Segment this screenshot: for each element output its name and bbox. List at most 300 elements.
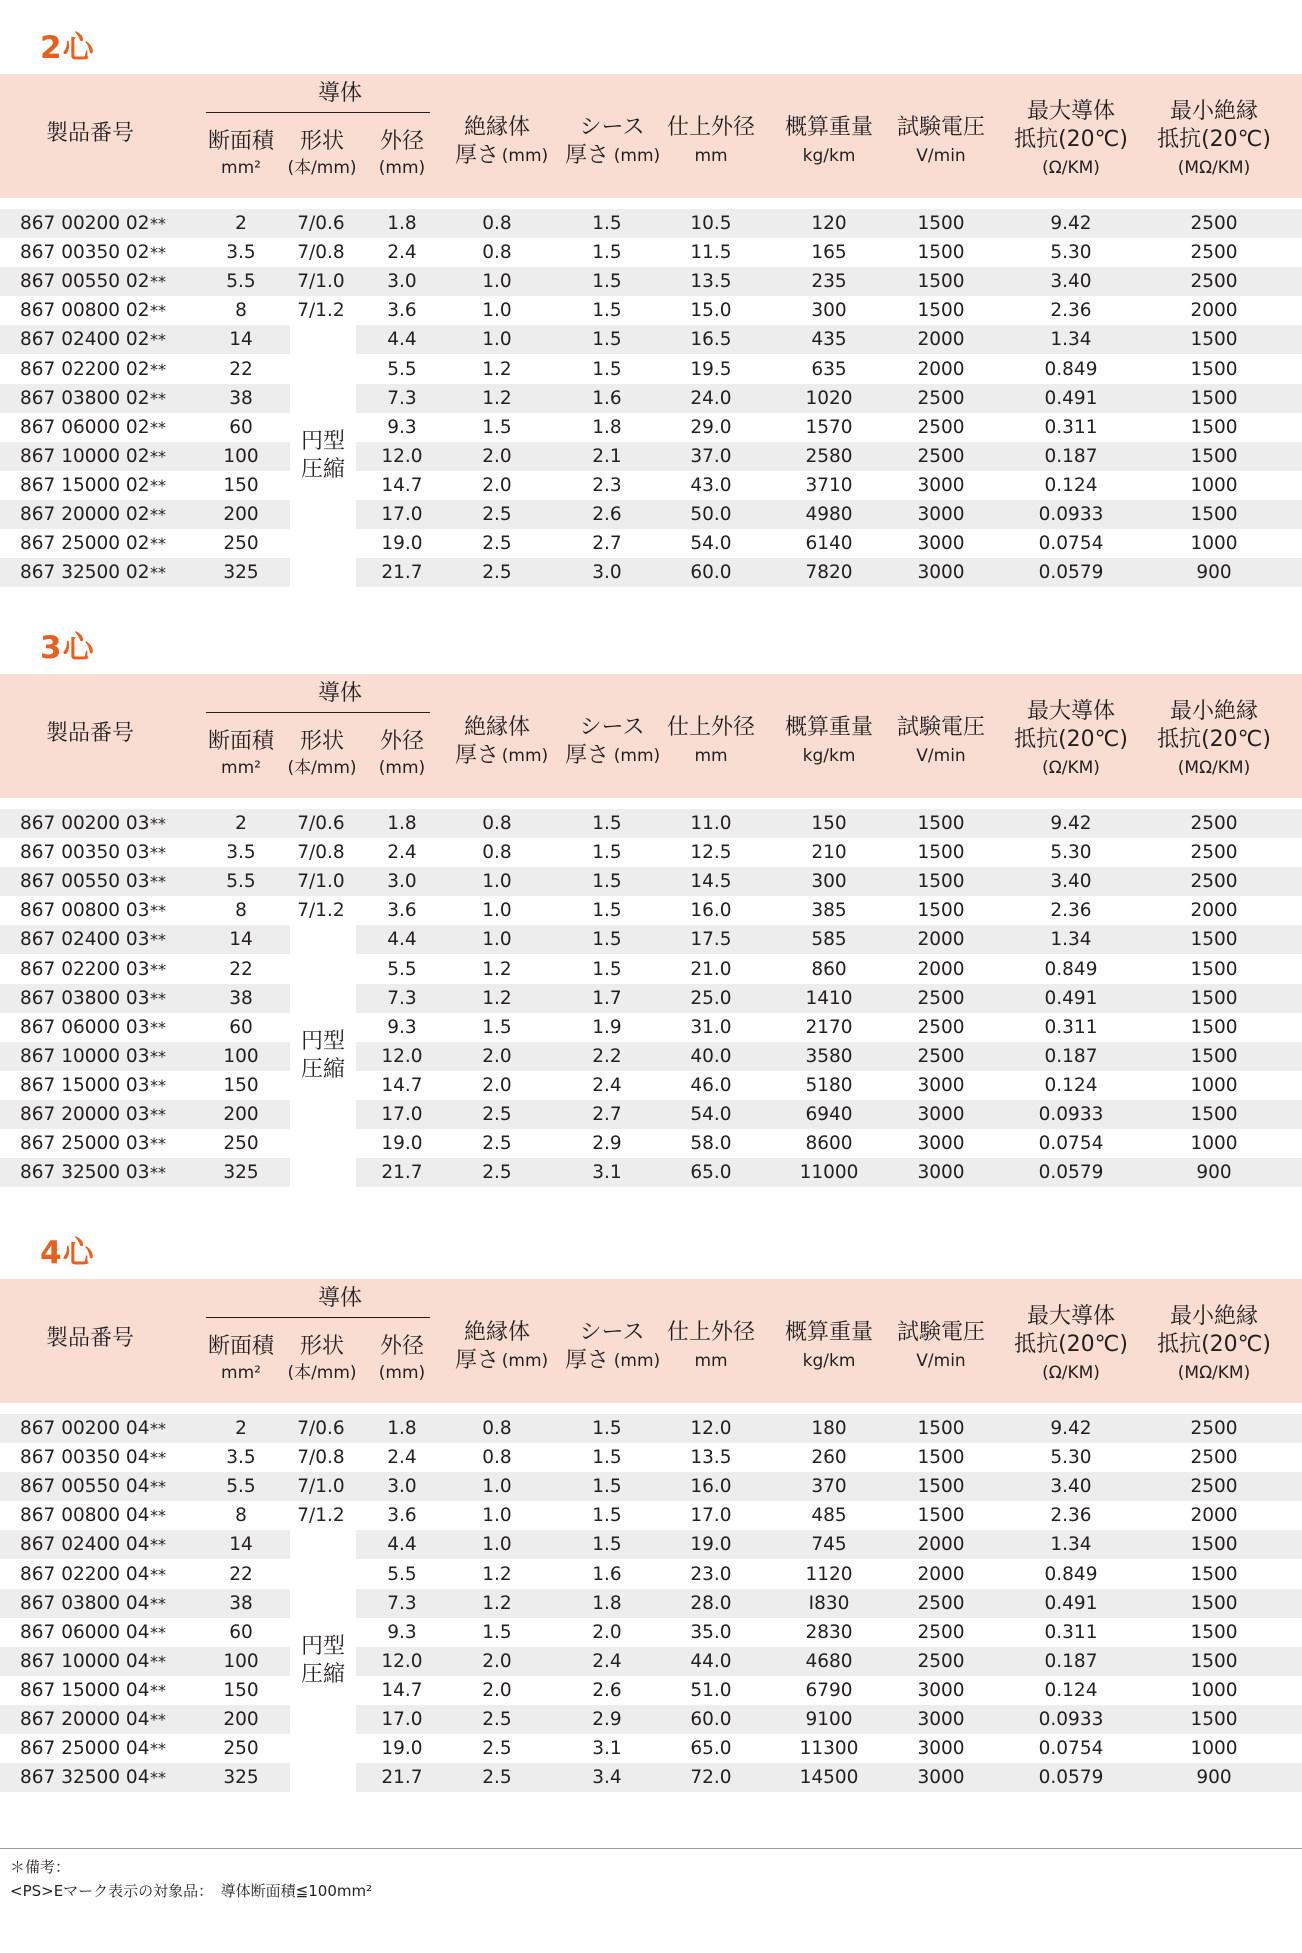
od-cell: 17.0 — [381, 1104, 423, 1125]
ins-resistance-cell: 900 — [1196, 1162, 1232, 1184]
sheath-cell: 1.5 — [592, 1534, 622, 1556]
table-row — [0, 896, 1302, 925]
sheath-cell: 1.6 — [592, 1563, 622, 1585]
header-sheath-unit: (mm) — [613, 1351, 661, 1371]
od-cell: 3.0 — [387, 271, 417, 293]
variant-mark: ** — [150, 1448, 166, 1468]
sheath-cell: 2.2 — [592, 1045, 622, 1067]
weight-cell: 370 — [811, 1476, 847, 1498]
voltage-cell: 1500 — [917, 213, 965, 234]
variant-mark: ** — [150, 214, 166, 233]
sheath-cell: 1.5 — [592, 300, 622, 322]
header-od-unit: (mm) — [378, 158, 426, 178]
finish-od-cell: 12.0 — [690, 1418, 732, 1439]
header-cond-res-2: 抵抗(20℃) — [1014, 1332, 1128, 1357]
product-number: 867 15000 02 — [20, 474, 150, 496]
cond-resistance-cell: 0.187 — [1044, 1045, 1098, 1067]
area-cell: 100 — [223, 1045, 259, 1067]
weight-cell: 6790 — [805, 1679, 853, 1701]
ins-resistance-cell: 1000 — [1190, 1679, 1238, 1701]
variant-mark: ** — [150, 843, 166, 863]
table-header — [0, 1279, 1302, 1403]
ins-resistance-cell: 2500 — [1190, 871, 1238, 893]
sheath-cell: 3.0 — [592, 562, 622, 584]
table-row — [0, 384, 1302, 413]
voltage-cell: 2000 — [917, 958, 965, 980]
table-body — [0, 809, 1302, 1189]
ins-resistance-cell: 1000 — [1190, 1738, 1238, 1760]
table-row — [0, 1734, 1302, 1763]
cond-resistance-cell: 0.311 — [1044, 1016, 1098, 1038]
od-cell: 4.4 — [387, 329, 417, 351]
area-cell: 2 — [235, 213, 247, 234]
finish-od-cell: 13.5 — [690, 1447, 732, 1469]
voltage-cell: 2000 — [917, 329, 965, 351]
weight-cell: 745 — [811, 1534, 847, 1556]
weight-cell: 1020 — [805, 387, 853, 409]
section-title: 4心 — [40, 1235, 95, 1271]
cond-resistance-cell: 0.0754 — [1038, 1133, 1104, 1155]
product-number: 867 00200 04 — [20, 1418, 150, 1439]
note-text: <PS>Eマーク表示の対象品： 導体断面積≦100mm² — [10, 1882, 373, 1900]
od-cell: 3.0 — [387, 871, 417, 893]
variant-mark: ** — [150, 814, 166, 833]
od-cell: 9.3 — [387, 416, 417, 438]
od-cell: 4.4 — [387, 929, 417, 951]
header-od: 外径 — [379, 129, 424, 154]
variant-mark: ** — [150, 1680, 166, 1700]
sheath-cell: 1.9 — [592, 1016, 622, 1038]
header-area: 断面積 — [207, 729, 274, 754]
finish-od-cell: 17.5 — [690, 929, 732, 951]
ins-resistance-cell: 2000 — [1190, 900, 1238, 922]
weight-cell: 1570 — [805, 416, 853, 438]
od-cell: 21.7 — [381, 562, 423, 584]
od-cell: 7.3 — [387, 387, 417, 409]
od-cell: 3.0 — [387, 1476, 417, 1498]
shape-cell: 7/0.6 — [297, 813, 345, 834]
sheath-cell: 1.5 — [592, 842, 622, 864]
weight-cell: 585 — [811, 929, 847, 951]
area-cell: 22 — [229, 358, 253, 380]
od-cell: 19.0 — [381, 1738, 423, 1760]
variant-mark: ** — [150, 417, 166, 437]
shape-cell: 7/0.8 — [297, 242, 345, 264]
table-row — [0, 1443, 1302, 1472]
product-number: 867 02400 03 — [20, 929, 150, 951]
weight-cell: 1120 — [805, 1563, 853, 1585]
sheath-cell: 1.5 — [592, 900, 622, 922]
od-cell: 1.8 — [387, 213, 417, 234]
od-cell: 9.3 — [387, 1016, 417, 1038]
shape-merged-label: 円型 圧縮 — [300, 1634, 345, 1688]
area-cell: 60 — [229, 1016, 253, 1038]
header-ins-res-2: 抵抗(20℃) — [1157, 727, 1271, 752]
product-number: 867 00800 03 — [20, 900, 150, 922]
shape-cell: 7/0.8 — [297, 1447, 345, 1469]
table-row — [0, 867, 1302, 896]
voltage-cell: 2000 — [917, 929, 965, 951]
header-sheath-2: 厚さ — [564, 743, 609, 768]
voltage-cell: 2000 — [917, 1534, 965, 1556]
area-cell: 3.5 — [226, 1447, 256, 1469]
insulation-cell: 2.5 — [482, 1133, 512, 1155]
variant-mark: ** — [150, 1506, 166, 1526]
header-finish: 仕上外径 — [666, 115, 755, 140]
cond-resistance-cell: 0.0579 — [1038, 1767, 1104, 1789]
sheath-cell: 1.5 — [592, 813, 622, 834]
header-ins-res-unit: (MΩ/KM) — [1177, 1363, 1251, 1383]
voltage-cell: 1500 — [917, 1447, 965, 1469]
header-cond-res-1: 最大導体 — [1026, 99, 1115, 124]
insulation-cell: 0.8 — [482, 213, 512, 234]
table-row — [0, 500, 1302, 529]
insulation-cell: 1.0 — [482, 1505, 512, 1527]
cond-resistance-cell: 0.0754 — [1038, 533, 1104, 555]
area-cell: 250 — [223, 1738, 259, 1760]
od-cell: 7.3 — [387, 1592, 417, 1614]
od-cell: 2.4 — [387, 842, 417, 864]
finish-od-cell: 58.0 — [690, 1133, 732, 1155]
finish-od-cell: 50.0 — [690, 504, 732, 525]
cond-resistance-cell: 0.0579 — [1038, 562, 1104, 584]
table-row — [0, 529, 1302, 558]
table-header — [0, 674, 1302, 798]
voltage-cell: 1500 — [917, 900, 965, 922]
sheath-cell: 1.5 — [592, 358, 622, 380]
ins-resistance-cell: 1500 — [1190, 1045, 1238, 1067]
insulation-cell: 1.0 — [482, 929, 512, 951]
variant-mark: ** — [150, 359, 166, 379]
cond-resistance-cell: 1.34 — [1050, 1534, 1092, 1556]
voltage-cell: 2500 — [917, 445, 965, 467]
header-shape-unit: (本/mm) — [287, 1363, 357, 1383]
ins-resistance-cell: 1500 — [1190, 329, 1238, 351]
ins-resistance-cell: 1500 — [1190, 1709, 1238, 1730]
shape-merged-label: 円型 圧縮 — [300, 429, 345, 483]
note-heading: ＊備考： — [10, 1858, 71, 1876]
table-row — [0, 1414, 1302, 1443]
voltage-cell: 2500 — [917, 1621, 965, 1643]
insulation-cell: 1.0 — [482, 300, 512, 322]
voltage-cell: 3000 — [917, 1133, 965, 1155]
header-shape-unit: (本/mm) — [287, 758, 357, 778]
product-number: 867 00350 02 — [20, 242, 150, 264]
finish-od-cell: 16.0 — [690, 900, 732, 922]
header-conductor: 導体 — [317, 681, 362, 706]
insulation-cell: 1.2 — [482, 358, 512, 380]
insulation-cell: 1.0 — [482, 271, 512, 293]
table-row — [0, 325, 1302, 354]
shape-merged-cell — [290, 325, 356, 587]
area-cell: 200 — [223, 1104, 259, 1125]
insulation-cell: 1.0 — [482, 329, 512, 351]
finish-od-cell: 37.0 — [690, 445, 732, 467]
insulation-cell: 1.0 — [482, 871, 512, 893]
weight-cell: 6940 — [805, 1104, 853, 1125]
product-number: 867 10000 02 — [20, 445, 150, 467]
area-cell: 14 — [229, 929, 253, 951]
area-cell: 38 — [229, 987, 253, 1009]
header-od: 外径 — [379, 1334, 424, 1359]
variant-mark: ** — [150, 872, 166, 892]
area-cell: 8 — [235, 300, 247, 322]
area-cell: 3.5 — [226, 242, 256, 264]
header-product: 製品番号 — [45, 1326, 134, 1351]
sheath-cell: 1.5 — [592, 213, 622, 234]
product-number: 867 00800 04 — [20, 1505, 150, 1527]
insulation-cell: 2.5 — [482, 504, 512, 525]
header-ins-res-1: 最小絶縁 — [1169, 1304, 1258, 1329]
table-row — [0, 1129, 1302, 1158]
voltage-cell: 1500 — [917, 1476, 965, 1498]
ins-resistance-cell: 900 — [1196, 1767, 1232, 1789]
header-voltage: 試験電圧 — [896, 1320, 985, 1345]
table-row — [0, 984, 1302, 1013]
header-finish: 仕上外径 — [666, 715, 755, 740]
sheath-cell: 2.1 — [592, 445, 622, 467]
area-cell: 8 — [235, 900, 247, 922]
ins-resistance-cell: 1500 — [1190, 929, 1238, 951]
insulation-cell: 2.0 — [482, 445, 512, 467]
sheath-cell: 1.5 — [592, 1418, 622, 1439]
header-ins-unit: (mm) — [501, 146, 549, 166]
area-cell: 250 — [223, 1133, 259, 1155]
cond-resistance-cell: 1.34 — [1050, 329, 1092, 351]
ins-resistance-cell: 2500 — [1190, 213, 1238, 234]
od-cell: 7.3 — [387, 987, 417, 1009]
insulation-cell: 2.5 — [482, 1709, 512, 1730]
insulation-cell: 0.8 — [482, 1418, 512, 1439]
insulation-cell: 2.5 — [482, 533, 512, 555]
od-cell: 14.7 — [381, 474, 423, 496]
header-area-unit: mm² — [221, 158, 261, 178]
weight-cell: 165 — [811, 242, 847, 264]
header-shape: 形状 — [299, 1334, 344, 1359]
ins-resistance-cell: 2500 — [1190, 842, 1238, 864]
finish-od-cell: 54.0 — [690, 1104, 732, 1125]
finish-od-cell: 17.0 — [690, 1505, 732, 1527]
cond-resistance-cell: 5.30 — [1050, 1447, 1092, 1469]
header-voltage-unit: V/min — [916, 1351, 966, 1371]
product-number: 867 20000 03 — [20, 1104, 150, 1125]
shape-cell: 7/1.0 — [297, 871, 345, 893]
product-number: 867 06000 02 — [20, 416, 150, 438]
table-row — [0, 471, 1302, 500]
weight-cell: 260 — [811, 1447, 847, 1469]
cond-resistance-cell: 9.42 — [1050, 1418, 1092, 1439]
product-number: 867 03800 02 — [20, 387, 150, 409]
header-cond-res-unit: (Ω/KM) — [1042, 1363, 1100, 1383]
sheath-cell: 2.6 — [592, 504, 622, 525]
od-cell: 3.6 — [387, 900, 417, 922]
od-cell: 1.8 — [387, 813, 417, 834]
header-weight-unit: kg/km — [802, 1351, 856, 1371]
header-ins-res-1: 最小絶縁 — [1169, 699, 1258, 724]
shape-merged-cell — [290, 925, 356, 1187]
header-sheath-1: シース — [579, 1320, 645, 1345]
cond-resistance-cell: 2.36 — [1050, 300, 1092, 322]
od-cell: 12.0 — [381, 445, 423, 467]
voltage-cell: 2500 — [917, 1045, 965, 1067]
header-ins-res-2: 抵抗(20℃) — [1157, 127, 1271, 152]
insulation-cell: 1.5 — [482, 416, 512, 438]
weight-cell: 5180 — [805, 1074, 853, 1096]
voltage-cell: 1500 — [917, 1505, 965, 1527]
variant-mark: ** — [150, 243, 166, 263]
header-finish: 仕上外径 — [666, 1320, 755, 1345]
finish-od-cell: 60.0 — [690, 1709, 732, 1730]
finish-od-cell: 10.5 — [690, 213, 732, 234]
sheath-cell: 2.7 — [592, 533, 622, 555]
variant-mark: ** — [150, 1593, 166, 1613]
product-number: 867 32500 04 — [20, 1767, 150, 1789]
product-number: 867 00200 02 — [20, 213, 150, 234]
ins-resistance-cell: 1000 — [1190, 1133, 1238, 1155]
finish-od-cell: 25.0 — [690, 987, 732, 1009]
product-number: 867 02200 04 — [20, 1563, 150, 1585]
od-cell: 17.0 — [381, 1709, 423, 1730]
header-conductor: 導体 — [317, 1286, 362, 1311]
weight-cell: 8600 — [805, 1133, 853, 1155]
od-cell: 9.3 — [387, 1621, 417, 1643]
insulation-cell: 1.2 — [482, 1592, 512, 1614]
variant-mark: ** — [150, 959, 166, 979]
table-row — [0, 955, 1302, 984]
sheath-cell: 2.7 — [592, 1104, 622, 1125]
sheath-cell: 1.5 — [592, 271, 622, 293]
voltage-cell: 2500 — [917, 1592, 965, 1614]
finish-od-cell: 23.0 — [690, 1563, 732, 1585]
cond-resistance-cell: 0.849 — [1044, 358, 1098, 380]
cable-section — [0, 0, 1302, 584]
section-title: 2心 — [40, 30, 95, 66]
area-cell: 325 — [223, 562, 259, 584]
weight-cell: 635 — [811, 358, 847, 380]
od-cell: 5.5 — [387, 1563, 417, 1585]
header-voltage-unit: V/min — [916, 146, 966, 166]
sheath-cell: 1.5 — [592, 958, 622, 980]
table-row — [0, 1763, 1302, 1792]
header-ins-2: 厚さ — [454, 1348, 499, 1373]
voltage-cell: 2500 — [917, 987, 965, 1009]
cond-resistance-cell: 0.0933 — [1038, 1709, 1104, 1730]
weight-cell: 2170 — [805, 1016, 853, 1038]
header-finish-unit: mm — [694, 746, 728, 766]
finish-od-cell: 65.0 — [690, 1738, 732, 1760]
variant-mark: ** — [150, 1046, 166, 1066]
ins-resistance-cell: 2000 — [1190, 1505, 1238, 1527]
weight-cell: 4980 — [805, 504, 853, 525]
cond-resistance-cell: 0.0933 — [1038, 504, 1104, 525]
insulation-cell: 0.8 — [482, 1447, 512, 1469]
voltage-cell: 3000 — [917, 1074, 965, 1096]
cond-resistance-cell: 3.40 — [1050, 1476, 1092, 1498]
product-number: 867 00800 02 — [20, 300, 150, 322]
product-number: 867 20000 02 — [20, 504, 150, 525]
voltage-cell: 2500 — [917, 1016, 965, 1038]
area-cell: 14 — [229, 329, 253, 351]
weight-cell: 180 — [811, 1418, 847, 1439]
product-number: 867 25000 04 — [20, 1738, 150, 1760]
ins-resistance-cell: 1500 — [1190, 987, 1238, 1009]
finish-od-cell: 16.5 — [690, 329, 732, 351]
area-cell: 250 — [223, 533, 259, 555]
od-cell: 19.0 — [381, 533, 423, 555]
voltage-cell: 3000 — [917, 504, 965, 525]
ins-resistance-cell: 2500 — [1190, 1418, 1238, 1439]
finish-od-cell: 24.0 — [690, 387, 732, 409]
area-cell: 5.5 — [226, 271, 256, 293]
header-area-unit: mm² — [221, 1363, 261, 1383]
header-shape-unit: (本/mm) — [287, 158, 357, 178]
cond-resistance-cell: 0.0579 — [1038, 1162, 1104, 1184]
insulation-cell: 2.0 — [482, 1045, 512, 1067]
header-weight-unit: kg/km — [802, 146, 856, 166]
variant-mark: ** — [150, 505, 166, 524]
cond-resistance-cell: 0.311 — [1044, 416, 1098, 438]
area-cell: 60 — [229, 416, 253, 438]
od-cell: 2.4 — [387, 242, 417, 264]
product-number: 867 02400 04 — [20, 1534, 150, 1556]
cond-resistance-cell: 3.40 — [1050, 871, 1092, 893]
table-row — [0, 925, 1302, 954]
ins-resistance-cell: 1500 — [1190, 1016, 1238, 1038]
variant-mark: ** — [150, 930, 166, 950]
header-cond-res-2: 抵抗(20℃) — [1014, 727, 1128, 752]
weight-cell: 9100 — [805, 1709, 853, 1730]
shape-cell: 7/0.6 — [297, 1418, 345, 1439]
table-row — [0, 355, 1302, 384]
area-cell: 22 — [229, 1563, 253, 1585]
shape-cell: 7/0.6 — [297, 213, 345, 234]
table-row — [0, 1042, 1302, 1071]
cond-resistance-cell: 2.36 — [1050, 1505, 1092, 1527]
voltage-cell: 1500 — [917, 1418, 965, 1439]
voltage-cell: 3000 — [917, 1709, 965, 1730]
insulation-cell: 2.5 — [482, 1162, 512, 1184]
finish-od-cell: 54.0 — [690, 533, 732, 555]
product-number: 867 03800 03 — [20, 987, 150, 1009]
product-number: 867 06000 04 — [20, 1621, 150, 1643]
finish-od-cell: 72.0 — [690, 1767, 732, 1789]
voltage-cell: 3000 — [917, 1679, 965, 1701]
variant-mark: ** — [150, 446, 166, 466]
area-cell: 38 — [229, 1592, 253, 1614]
weight-cell: 14500 — [799, 1767, 859, 1789]
product-number: 867 25000 02 — [20, 533, 150, 555]
insulation-cell: 1.2 — [482, 387, 512, 409]
voltage-cell: 2500 — [917, 416, 965, 438]
table-row — [0, 296, 1302, 325]
header-conductor: 導体 — [317, 81, 362, 106]
ins-resistance-cell: 2500 — [1190, 1476, 1238, 1498]
sheath-cell: 2.0 — [592, 1621, 622, 1643]
sheath-cell: 2.3 — [592, 474, 622, 496]
od-cell: 1.8 — [387, 1418, 417, 1439]
table-row — [0, 1071, 1302, 1100]
product-number: 867 00550 04 — [20, 1476, 150, 1498]
weight-cell: 300 — [811, 300, 847, 322]
ins-resistance-cell: 1500 — [1190, 1104, 1238, 1125]
weight-cell: 3580 — [805, 1045, 853, 1067]
sheath-cell: 1.5 — [592, 1447, 622, 1469]
weight-cell: 385 — [811, 900, 847, 922]
cond-resistance-cell: 0.187 — [1044, 445, 1098, 467]
ins-resistance-cell: 1500 — [1190, 1621, 1238, 1643]
header-cond-res-unit: (Ω/KM) — [1042, 158, 1100, 178]
header-ins-1: 絶縁体 — [463, 115, 530, 140]
